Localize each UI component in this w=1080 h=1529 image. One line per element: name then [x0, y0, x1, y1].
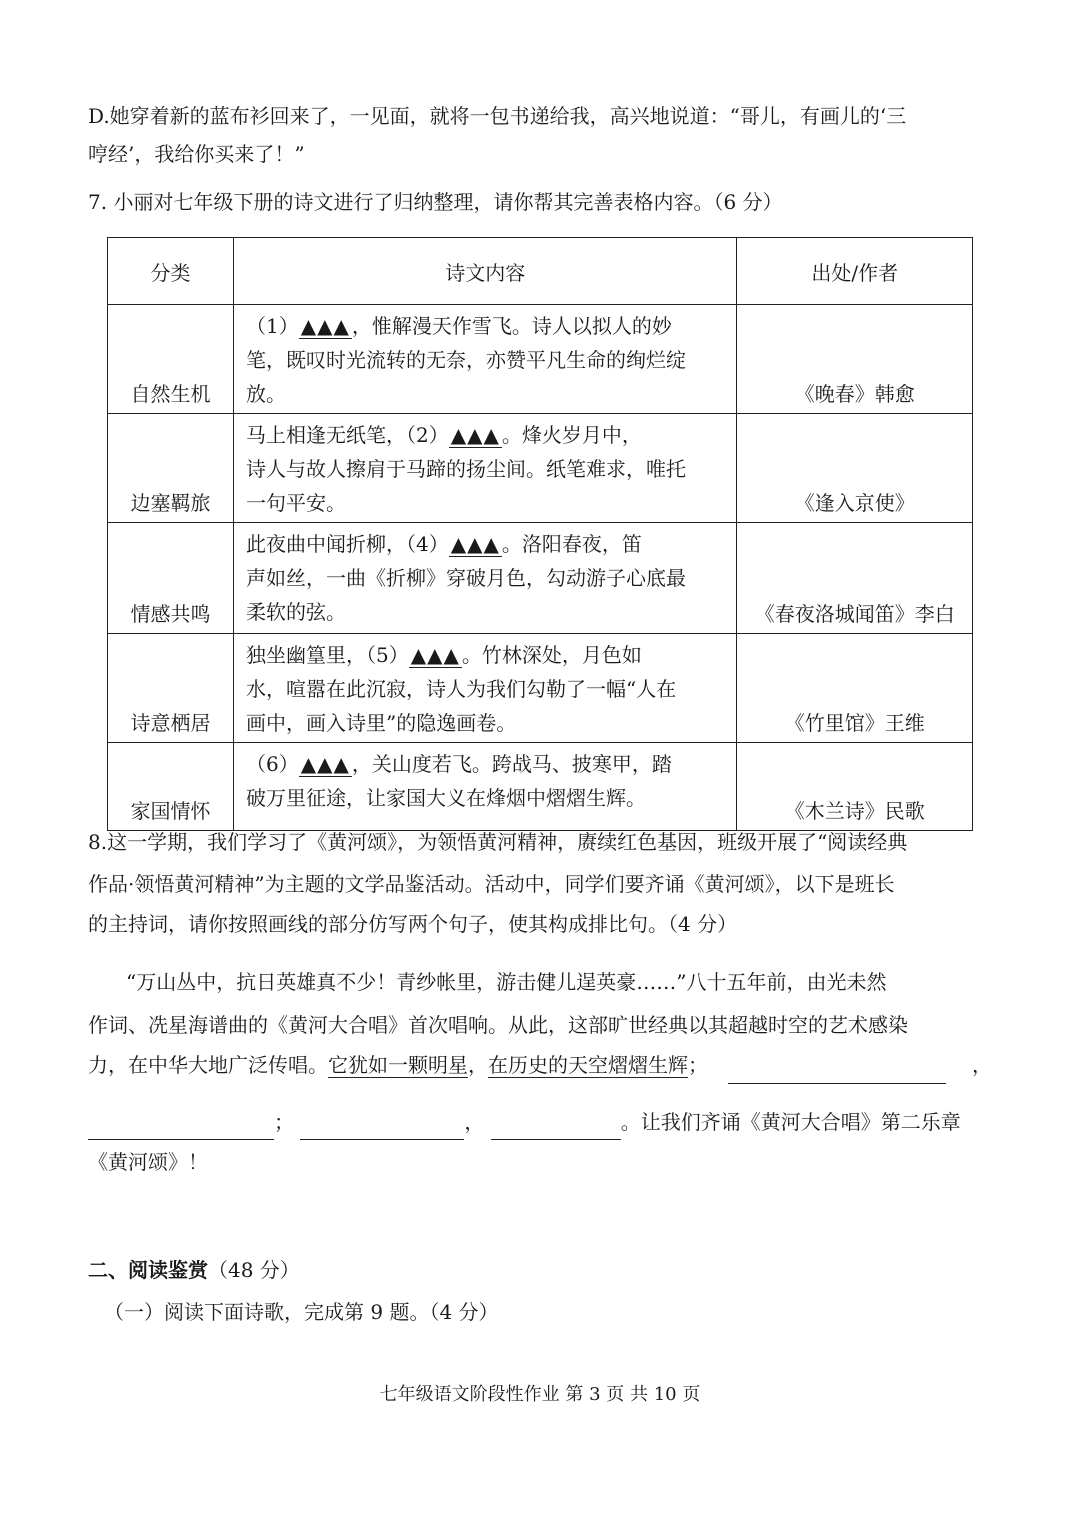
content-text: 此夜曲中闻折柳，（4） — [246, 532, 449, 556]
content-text: 声如丝，一曲《折柳》穿破月色，勾动游子心底最 — [246, 566, 687, 590]
passage-text: ； — [274, 1110, 294, 1134]
row-source: 《晚春》韩愈 — [737, 305, 973, 414]
row-source: 《春夜洛城闻笛》李白 — [737, 523, 973, 634]
answer-line[interactable] — [88, 1115, 274, 1140]
table-row — [108, 634, 973, 743]
content-text: 独坐幽篁里，（5） — [246, 643, 409, 667]
row-category: 诗意栖居 — [108, 634, 234, 743]
row-content — [234, 305, 737, 414]
row-content — [234, 523, 737, 634]
section-score: （48 分） — [208, 1258, 300, 1282]
page-footer: 七年级语文阶段性作业 第 3 页 共 10 页 — [379, 1384, 701, 1405]
row-category: 家国情怀 — [108, 743, 234, 831]
header-category: 分类 — [108, 238, 234, 305]
content-text: （6） — [246, 752, 299, 776]
passage-line2: 作词、冼星海谱曲的《黄河大合唱》首次唱响。从此，这部旷世经典以其超越时空的艺术感染 — [88, 1013, 908, 1037]
answer-blank-5: ▲▲▲ — [410, 643, 460, 667]
passage-text: ， — [468, 1053, 488, 1077]
underlined-phrase-1: 它犹如一颗明星 — [328, 1053, 468, 1077]
underlined-phrase-2: 在历史的天空熠熠生辉 — [488, 1053, 688, 1077]
passage-text: 力，在中华大地广泛传唱。 — [88, 1053, 328, 1077]
question-8-line2: 作品·领悟黄河精神”为主题的文学品鉴活动。活动中，同学们要齐诵《黄河颂》，以下是班长 — [88, 872, 895, 896]
table-header-row — [108, 238, 973, 305]
row-content — [234, 743, 737, 831]
row-content — [234, 414, 737, 523]
content-text: 。竹林深处，月色如 — [461, 643, 642, 667]
section-2-heading — [88, 1252, 300, 1288]
content-text: 画中，画入诗里”的隐逸画卷。 — [246, 711, 517, 735]
passage-line5: 《黄河颂》！ — [88, 1150, 208, 1174]
table-row — [108, 523, 973, 634]
question-8-line3: 的主持词，请你按照画线的部分仿写两个句子，使其构成排比句。（4 分） — [88, 912, 738, 936]
content-text: 柔软的弦。 — [246, 600, 347, 624]
answer-line[interactable] — [491, 1115, 621, 1140]
table-row — [108, 305, 973, 414]
option-d-line2: 哼经’，我给你买来了！” — [88, 142, 305, 166]
row-source: 《木兰诗》民歌 — [737, 743, 973, 831]
content-text: 。烽火岁月中， — [501, 423, 642, 447]
passage-text: 。让我们齐诵《黄河大合唱》第二乐章 — [620, 1110, 961, 1134]
row-category: 边塞羁旅 — [108, 414, 234, 523]
content-text: ，惟解漫天作雪飞。诗人以拟人的妙 — [351, 314, 672, 338]
passage-line1: “万山丛中，抗日英雄真不少！青纱帐里，游击健儿逞英豪……”八十五年前，由光未然 — [126, 970, 887, 994]
row-content — [234, 634, 737, 743]
content-text: 放。 — [246, 382, 287, 406]
answer-blank-4: ▲▲▲ — [450, 532, 500, 556]
content-text: 破万里征途，让家国大义在烽烟中熠熠生辉。 — [246, 786, 647, 810]
content-text: 。洛阳春夜，笛 — [501, 532, 642, 556]
passage-line4 — [88, 1104, 961, 1140]
content-text: 一句平安。 — [246, 491, 347, 515]
section-title: 二、阅读鉴赏 — [88, 1258, 208, 1282]
row-source: 《逢入京使》 — [737, 414, 973, 523]
content-text: 诗人与故人擦肩于马蹄的扬尘间。纸笔难求，唯托 — [246, 457, 687, 481]
question-7-prompt: 7. 小丽对七年级下册的诗文进行了归纳整理，请你帮其完善表格内容。（6 分） — [88, 190, 783, 214]
header-content: 诗文内容 — [234, 238, 737, 305]
passage-text: ； — [688, 1053, 708, 1077]
passage-text: ， — [972, 1053, 992, 1077]
option-d-line1: D.她穿着新的蓝布衫回来了，一见面，就将一包书递给我，高兴地说道：“哥儿，有画儿的‘三 — [88, 104, 907, 128]
passage-line3 — [88, 1047, 992, 1084]
content-text: （1） — [246, 314, 299, 338]
row-category: 情感共鸣 — [108, 523, 234, 634]
question-8-line1: 8.这一学期，我们学习了《黄河颂》，为领悟黄河精神，赓续红色基因，班级开展了“阅读经典 — [88, 830, 908, 854]
content-text: 马上相逢无纸笔，（2） — [246, 423, 449, 447]
passage-text: ， — [464, 1110, 485, 1134]
content-text: 水，喧嚣在此沉寂，诗人为我们勾勒了一幅“人在 — [246, 677, 677, 701]
section-2-subheading: （一）阅读下面诗歌，完成第 9 题。（4 分） — [104, 1300, 499, 1324]
table-row — [108, 414, 973, 523]
answer-line[interactable] — [300, 1115, 464, 1140]
content-text: ，关山度若飞。跨战马、披寒甲，踏 — [351, 752, 672, 776]
row-source: 《竹里馆》王维 — [737, 634, 973, 743]
answer-blank-6: ▲▲▲ — [300, 752, 350, 776]
content-text: 笔，既叹时光流转的无奈，亦赞平凡生命的绚烂绽 — [246, 348, 687, 372]
answer-line[interactable] — [728, 1059, 946, 1084]
table-row — [108, 743, 973, 831]
row-category: 自然生机 — [108, 305, 234, 414]
answer-blank-1: ▲▲▲ — [300, 314, 350, 338]
header-source: 出处/作者 — [737, 238, 973, 305]
answer-blank-2: ▲▲▲ — [450, 423, 500, 447]
poetry-table — [107, 237, 973, 831]
